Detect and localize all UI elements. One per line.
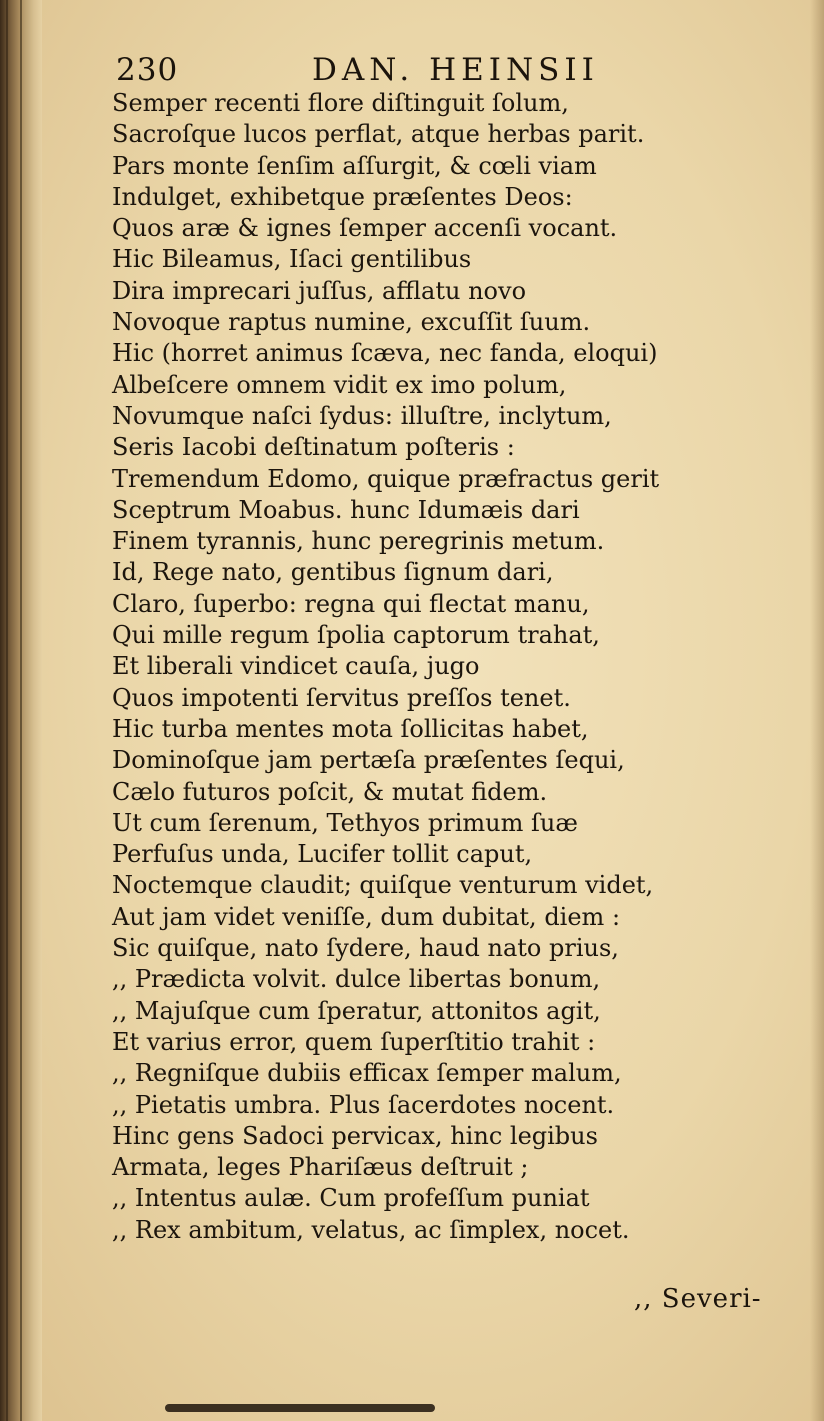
verse-line: Dira imprecari juſſus, afflatu novo [112, 276, 527, 305]
verse-line: Aut jam videt veniſſe, dum dubitat, diem : [112, 902, 621, 931]
verse-line: ,, Prædicta volvit. dulce libertas bonum, [112, 965, 601, 994]
verse-line: Et varius error, quem ſuperſtitio trahit : [112, 1027, 596, 1056]
verse-line: Indulget, exhibetque præſentes Deos: [112, 182, 573, 211]
verse-line: Id, Rege nato, gentibus ſignum dari, [112, 558, 554, 587]
verse-list [112, 88, 712, 1246]
verse-line: Sacroſque lucos perflat, atque herbas parit. [112, 120, 645, 149]
verse-line: Sic quiſque, nato ſydere, haud nato prius, [112, 934, 619, 963]
verse-line: Perfuſus unda, Lucifer tollit caput, [112, 840, 533, 869]
verse-line: Novumque naſci ſydus: illuſtre, inclytum, [112, 401, 612, 430]
verse-line: Seris Iacobi deſtinatum poſteris : [112, 433, 515, 462]
verse-line: Dominoſque jam pertæſa præſentes ſequi, [112, 746, 625, 775]
verse-line: Cælo futuros poſcit, & mutat fidem. [112, 777, 548, 806]
verse-line: ,, Majuſque cum ſperatur, attonitos agit, [112, 996, 601, 1025]
verse-line: Ut cum ſerenum, Tethyos primum ſuæ [112, 808, 578, 837]
verse-line: Noctemque claudit; quiſque venturum videt, [112, 871, 654, 900]
verse-line: Novoque raptus numine, excuſſit ſuum. [112, 308, 591, 337]
verse-line: Hic turba mentes mota ſollicitas habet, [112, 714, 589, 743]
verse-line: Pars monte ſenſim aſſurgit, & cœli viam [112, 151, 597, 180]
verse-line: Hic Bileamus, Iſaci gentilibus [112, 245, 472, 274]
catchword: ,, Severi- [634, 1284, 762, 1314]
verse-line: Et liberali vindicet cauſa, jugo [112, 652, 480, 681]
ink-smudge [165, 1404, 435, 1412]
verse-line: ,, Regniſque dubiis efficax ſemper malum, [112, 1059, 622, 1088]
gutter-crease [20, 0, 22, 1421]
verse-line: ,, Rex ambitum, velatus, ac ſimplex, nocet. [112, 1215, 630, 1244]
verse-line: ,, Intentus aulæ. Cum profeſſum puniat [112, 1184, 590, 1213]
verse-line: Quos impotenti ſervitus preſſos tenet. [112, 683, 571, 712]
page-edge-shadow [810, 0, 824, 1421]
gutter-crease [6, 0, 8, 1421]
verse-line: Tremendum Edomo, quique præfractus gerit [112, 464, 660, 493]
verse-line: Albeſcere omnem vidit ex imo polum, [112, 370, 567, 399]
verse-line: ,, Pietatis umbra. Plus ſacerdotes nocent. [112, 1090, 615, 1119]
verse-line: Hinc gens Sadoci pervicax, hinc legibus [112, 1121, 598, 1150]
verse-line: Sceptrum Moabus. hunc Idumæis dari [112, 495, 580, 524]
verse-line: Semper recenti flore diſtinguit ſolum, [112, 89, 569, 117]
verse-line: Armata, leges Phariſæus deſtruit ; [112, 1153, 529, 1182]
verse-line: Hic (horret animus ſcæva, nec fanda, eloqui) [112, 339, 658, 368]
page-number: 230 [116, 52, 179, 88]
verse-line: Finem tyrannis, hunc peregrinis metum. [112, 527, 605, 556]
verse-line: Qui mille regum ſpolia captorum trahat, [112, 621, 600, 650]
running-head: DAN. HEINSII [312, 52, 599, 88]
verse-line: Quos aræ & ignes ſemper accenſi vocant. [112, 214, 618, 243]
verse-line: Claro, ſuperbo: regna qui flectat manu, [112, 589, 590, 618]
